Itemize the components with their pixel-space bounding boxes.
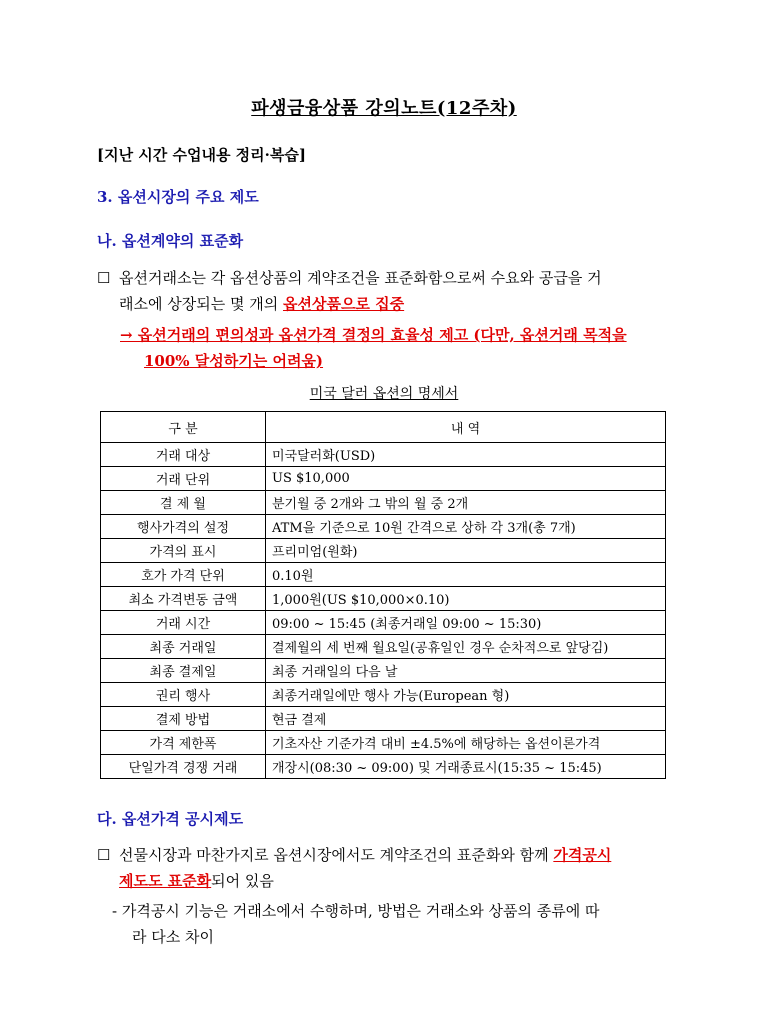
table-row (101, 659, 666, 683)
table-row (101, 515, 666, 539)
row-label: 최종 결제일 (101, 659, 266, 683)
table-row (101, 563, 666, 587)
row-label: 결제 방법 (101, 707, 266, 731)
conclusion-note (120, 322, 680, 374)
table-header-row (101, 412, 666, 443)
conclusion-line: → 옵션거래의 편의성과 옵션가격 결정의 효율성 제고 (다만, 옵션거래 목적을 (120, 326, 627, 344)
table-row (101, 755, 666, 779)
row-value: ATM을 기준으로 10원 간격으로 상하 각 3개(총 7개) (266, 515, 666, 539)
row-value: 1,000원(US $10,000×0.10) (266, 587, 666, 611)
row-label: 최소 가격변동 금액 (101, 587, 266, 611)
paragraph-text: 되어 있음 (211, 872, 274, 890)
row-label: 거래 단위 (101, 467, 266, 491)
disclosure-detail-note (112, 898, 672, 950)
row-value: 0.10원 (266, 563, 666, 587)
note-line: 라 다소 차이 (132, 928, 214, 946)
table-row (101, 467, 666, 491)
table-row (101, 731, 666, 755)
row-label: 권리 행사 (101, 683, 266, 707)
row-value: 현금 결제 (266, 707, 666, 731)
row-label: 가격의 표시 (101, 539, 266, 563)
table-row (101, 491, 666, 515)
section-heading-3: 3. 옵션시장의 주요 제도 (97, 188, 259, 206)
subsection-heading-na: 나. 옵션계약의 표준화 (97, 232, 244, 250)
row-label: 거래 시간 (101, 611, 266, 635)
price-disclosure-paragraph (97, 842, 677, 894)
row-label: 호가 가격 단위 (101, 563, 266, 587)
checkbox-bullet-icon: ☐ (97, 269, 111, 287)
row-value: 최종 거래일의 다음 날 (266, 659, 666, 683)
usd-option-spec-table (100, 411, 666, 779)
row-label: 최종 거래일 (101, 635, 266, 659)
conclusion-line: 100% 달성하기는 어려움) (144, 352, 324, 370)
row-label: 거래 대상 (101, 443, 266, 467)
table-row (101, 611, 666, 635)
highlighted-text: 제도도 표준화 (119, 872, 212, 890)
row-value: 미국달러화(USD) (266, 443, 666, 467)
row-value: US $10,000 (266, 467, 666, 491)
highlighted-text: 옵션상품으로 집중 (282, 295, 405, 313)
table-row (101, 539, 666, 563)
table-header-details: 내 역 (266, 412, 666, 443)
paragraph-text: 옵션거래소는 각 옵션상품의 계약조건을 표준화함으로써 수요와 공급을 거 (119, 269, 602, 287)
row-label: 행사가격의 설정 (101, 515, 266, 539)
paragraph-text: 선물시장과 마찬가지로 옵션시장에서도 계약조건의 표준화와 함께 (119, 846, 554, 864)
table-row (101, 635, 666, 659)
row-value: 개장시(08:30 ~ 09:00) 및 거래종료시(15:35 ~ 15:45) (266, 755, 666, 779)
standardization-paragraph (97, 265, 677, 317)
paragraph-text: 래소에 상장되는 몇 개의 (119, 295, 283, 313)
row-value: 09:00 ~ 15:45 (최종거래일 09:00 ~ 15:30) (266, 611, 666, 635)
paragraph-line (97, 265, 677, 291)
document-title: 파생금융상품 강의노트(12주차) (251, 98, 517, 119)
paragraph-line (97, 868, 677, 894)
paragraph-line (97, 291, 677, 317)
table-row (101, 683, 666, 707)
subsection-heading-da: 다. 옵션가격 공시제도 (97, 810, 244, 828)
row-value: 최종거래일에만 행사 가능(European 형) (266, 683, 666, 707)
row-value: 기초자산 기준가격 대비 ±4.5%에 해당하는 옵션이론가격 (266, 731, 666, 755)
review-heading: [지난 시간 수업내용 정리·복습] (97, 146, 306, 164)
highlighted-text: 가격공시 (553, 846, 612, 864)
paragraph-line (97, 842, 677, 868)
row-value: 결제월의 세 번째 월요일(공휴일인 경우 순차적으로 앞당김) (266, 635, 666, 659)
row-label: 단일가격 경쟁 거래 (101, 755, 266, 779)
table-header-category: 구 분 (101, 412, 266, 443)
row-label: 결 제 월 (101, 491, 266, 515)
checkbox-bullet-icon: ☐ (97, 846, 111, 864)
row-value: 분기월 중 2개와 그 밖의 월 중 2개 (266, 491, 666, 515)
row-value: 프리미엄(원화) (266, 539, 666, 563)
row-label: 가격 제한폭 (101, 731, 266, 755)
note-line: - 가격공시 기능은 거래소에서 수행하며, 방법은 거래소와 상품의 종류에 따 (112, 902, 600, 920)
table-caption: 미국 달러 옵션의 명세서 (309, 386, 459, 402)
table-row (101, 443, 666, 467)
table-row (101, 707, 666, 731)
table-row (101, 587, 666, 611)
